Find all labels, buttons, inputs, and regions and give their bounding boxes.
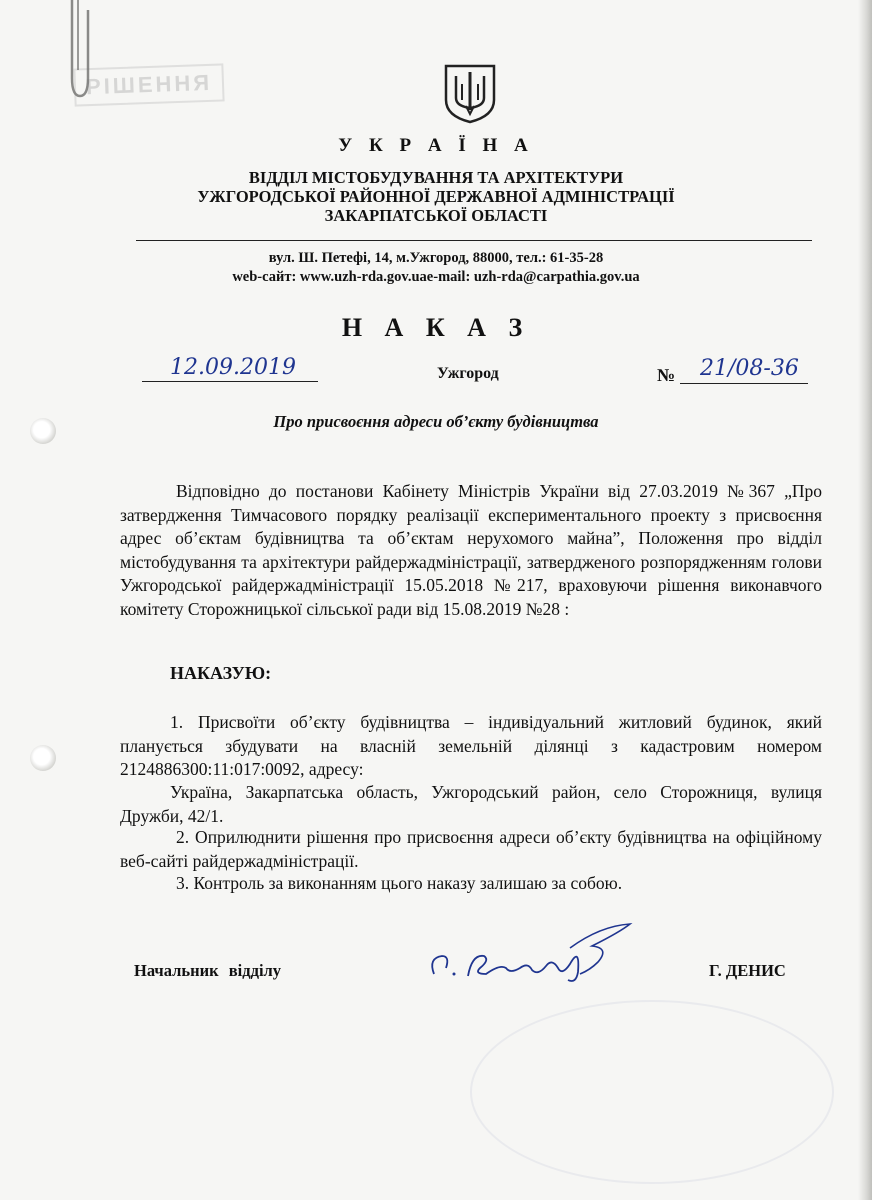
handwritten-date: 12.09.2019	[170, 355, 296, 380]
signatory-position: Начальник відділу	[134, 961, 282, 980]
header-divider	[136, 240, 812, 241]
order-item-1-address: Україна, Закарпатська область, Ужгородський район, село Сторожниця, вулиця Дружби, 42/1.	[120, 782, 822, 826]
order-item-2: 2. Оприлюднити рішення про присвоєння адреси об’єкту будівництва на офіційному веб-сайті райдержадміністрації.	[120, 827, 822, 871]
order-heading: НАКАЗУЮ:	[170, 663, 272, 683]
document-subject: Про присвоєння адреси об’єкту будівництва	[273, 412, 599, 431]
order-item-1: 1. Присвоїти об’єкту будівництва – індивідуальний житловий будинок, який планується збудувати на власній земельній ділянці з кадастровим номером 2124886300:11:017:0092, адресу:	[120, 712, 822, 779]
document-title: Н А К А З	[341, 313, 531, 342]
org-address: вул. Ш. Петефі, 14, м.Ужгород, 88000, тел.: 61-35-28	[268, 250, 604, 266]
number-underline	[680, 383, 808, 384]
city-name: Ужгород	[437, 365, 499, 382]
preamble-paragraph: Відповідно до постанови Кабінету Міністрів України від 27.03.2019 №367 „Про затвердження Тимчасового порядку реалізації експериментального проекту з присвоєння адрес об’єктам будівництва та об’єктам нерухомого майна”, Положення про відділ містобудування та архітектури райдержадміністрації, затвердженого розпорядженням голови Ужгородської райдержадміністрації 15.05.2018 №217, враховуючи рішення виконавчого комітету Сторожницької сільської ради від 15.08.2019 №28 :	[120, 481, 822, 619]
punch-hole-icon	[30, 745, 56, 771]
handwritten-signature	[420, 918, 640, 988]
date-underline	[142, 381, 318, 382]
trident-coat-of-arms-icon	[442, 62, 498, 124]
signatory-name: Г. ДЕНИС	[709, 961, 786, 980]
org-line-2: УЖГОРОДСЬКОЇ РАЙОННОЇ ДЕРЖАВНОЇ АДМІНІСТРАЦІЇ	[197, 187, 675, 206]
order-item-3: 3. Контроль за виконанням цього наказу залишаю за собою.	[176, 873, 623, 893]
faint-seal	[470, 1000, 834, 1184]
country-name: У К Р А Ї Н А	[338, 135, 534, 156]
handwritten-number: 21/08-36	[700, 356, 799, 381]
faint-stamp: РІШЕННЯ	[73, 63, 224, 106]
org-contacts: web-сайт: www.uzh-rda.gov.uae-mail: uzh-rda@carpathia.gov.ua	[232, 269, 640, 285]
number-label: №	[657, 365, 676, 385]
org-line-1: ВІДДІЛ МІСТОБУДУВАННЯ ТА АРХІТЕКТУРИ	[248, 168, 624, 187]
org-line-3: ЗАКАРПАТСЬКОЇ ОБЛАСТІ	[324, 206, 548, 225]
